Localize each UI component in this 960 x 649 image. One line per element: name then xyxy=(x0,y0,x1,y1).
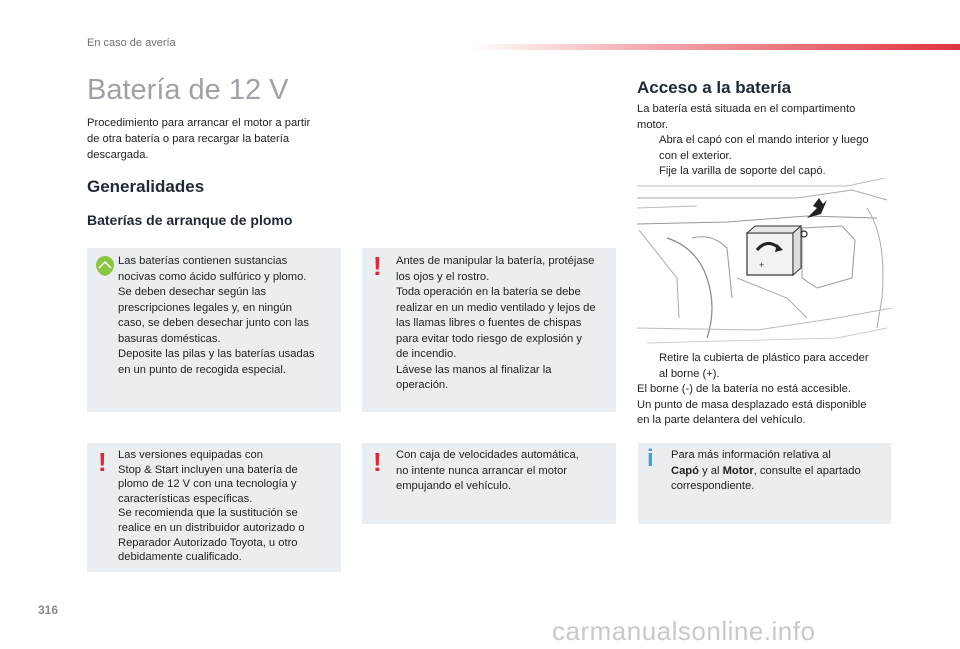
info-bold-capo: Capó xyxy=(671,464,699,477)
automatic-warning-text: Con caja de velocidades automática, no intente nunca arrancar el motor empujando el vehículo. xyxy=(396,449,579,492)
watermark: carmanualsonline.info xyxy=(552,616,816,646)
right-intro-paragraph: La batería está situada en el compartimento motor. xyxy=(637,103,856,131)
bullet-open-hood-text: Abra el capó con el mando interior y luego con el exterior. xyxy=(659,134,869,162)
right-lower-text xyxy=(637,351,895,429)
warning-icon: ! xyxy=(98,447,107,477)
info-icon: i xyxy=(647,445,654,472)
stopstart-warning-text: Las versiones equipadas con Stop & Start incluyen una batería de plomo de 12 V con una tecnología y características específicas. Se recomienda que la sustitución se realice en un distribuidor autorizado o Reparador Autorizado Toyota, u otro debidamente cualificado. xyxy=(118,449,305,564)
intro-paragraph: Procedimiento para arrancar el motor a partir de otra batería o para recargar la batería descargada. xyxy=(87,117,311,161)
info-text xyxy=(671,448,887,495)
info-bold-motor: Motor xyxy=(722,464,754,477)
bullet-open-hood xyxy=(637,133,895,164)
info-text-line1: Para más información relativa al xyxy=(671,449,831,461)
header-accent-bar xyxy=(470,44,960,50)
info-text-mid: y al xyxy=(698,464,723,477)
bullet-remove-cover xyxy=(637,351,895,382)
ground-point-paragraph: El borne (-) de la batería no está accesible. Un punto de masa desplazado está disponible en la parte delantera del vehículo. xyxy=(637,383,867,426)
automatic-warning-box xyxy=(362,443,616,524)
engine-bay-illustration xyxy=(637,178,892,348)
warning-icon: ! xyxy=(373,251,382,281)
handling-warning-text: Antes de manipular la batería, protéjase los ojos y el rostro. Toda operación en la batería se debe realizar en un medio ventilado y lejos de las llamas libres o fuentes de chispas para evitar todo riesgo de explosión y de incendio. Lávese las manos al finalizar la operación. xyxy=(396,255,596,391)
positive-terminal-symbol: + xyxy=(759,260,765,270)
stopstart-warning-box xyxy=(87,443,341,572)
info-text-end: , consulte el apartado correspondiente. xyxy=(671,464,861,492)
eco-note-text: Las baterías contienen sustancias nocivas como ácido sulfúrico y plomo. Se deben desechar según las prescripciones legales y, en ningún caso, se deben desechar junto con las basuras domésticas. Deposite las pilas y las baterías usadas en un punto de recogida especial. xyxy=(118,255,315,376)
warning-icon: ! xyxy=(373,447,382,477)
eco-note-box xyxy=(87,248,341,412)
handling-warning-box xyxy=(362,248,616,412)
page-number: 316 xyxy=(38,603,59,617)
heading-lead-batteries: Baterías de arranque de plomo xyxy=(87,212,293,228)
info-box xyxy=(638,443,891,524)
bullet-hood-rod-text: Fije la varilla de soporte del capó. xyxy=(659,165,826,177)
bullet-remove-cover-text: Retire la cubierta de plástico para acceder al borne (+). xyxy=(659,352,869,380)
page-title: Batería de 12 V xyxy=(87,74,289,106)
heading-battery-access: Acceso a la batería xyxy=(637,78,792,97)
right-intro xyxy=(637,102,895,180)
recycle-leaf-icon xyxy=(94,255,116,277)
heading-generalidades: Generalidades xyxy=(87,177,205,196)
section-header: En caso de avería xyxy=(87,37,176,49)
